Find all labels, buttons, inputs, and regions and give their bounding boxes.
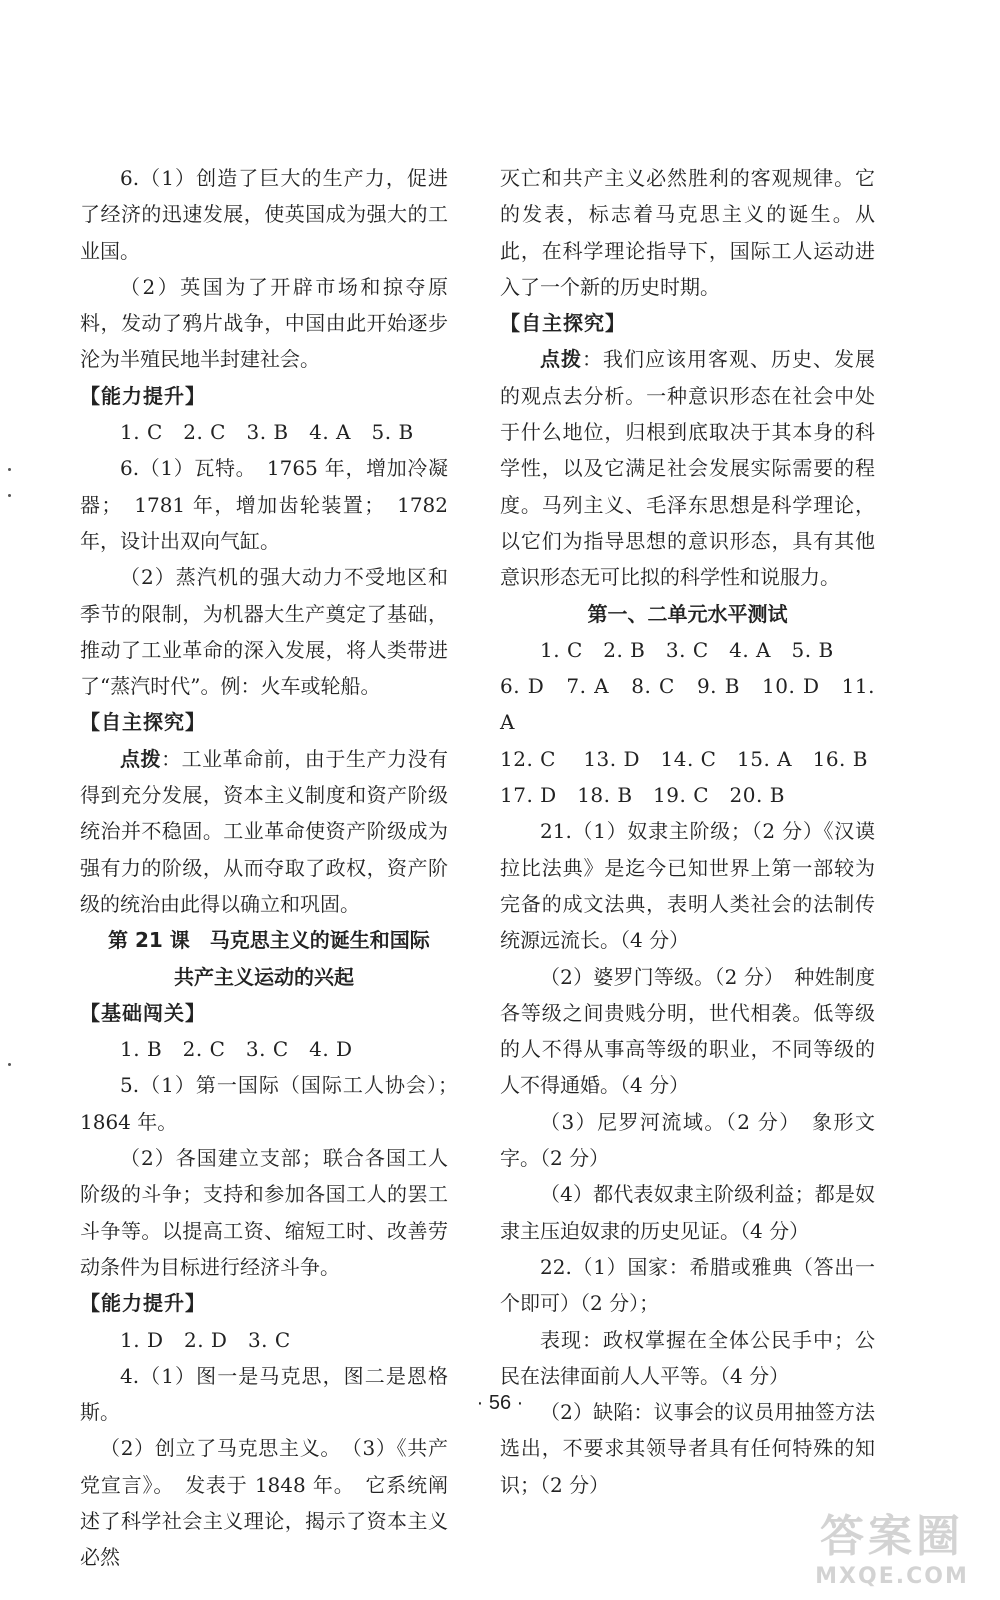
answer-paragraph: 6.（1）创造了巨大的生产力，促进了经济的迅速发展，使英国成为强大的工业国。: [80, 166, 448, 263]
margin-dot: [8, 494, 11, 497]
tip-label: 点拨: [120, 746, 162, 771]
tip-text: ：我们应该用客观、历史、发展的观点去分析。一种意识形态在社会中处于什么地位，归根到底取决于其本身的科学性，以及它满足社会发展实际需要的程度。马列主义、毛泽东思想是科学理论，以它们为指导思想的意识形态，具有其他意识形态无可比拟的科学性和说服力。: [500, 347, 875, 590]
answer-paragraph: 5.（1）第一国际（国际工人协会）； 1864 年。: [80, 1073, 468, 1134]
section-heading-explore: 【自主探究】: [500, 311, 626, 336]
answer-paragraph: 21.（1）奴隶主阶级；（2 分）《汉谟拉比法典》是迄今已知世界上第一部较为完备的成文法典，表明人类社会的法制传统源远流长。（4 分）: [500, 819, 875, 953]
section-heading-ability: 【能力提升】: [80, 383, 206, 408]
answer-paragraph: （2）蒸汽机的强大动力不受地区和季节的限制，为机器大生产奠定了基础，推动了工业革命的深入发展，将人类带进了“蒸汽时代”。例：火车或轮船。: [80, 565, 448, 699]
answer-paragraph: 表现：政权掌握在全体公民手中；公民在法律面前人人平等。（4 分）: [500, 1327, 875, 1388]
margin-dot: [8, 1063, 11, 1066]
answer-paragraph: （2）婆罗门等级。（2 分） 种姓制度各等级之间贵贱分明，世代相袭。低等级的人不得从事高等级的职业，不同等级的人不得通婚。（4 分）: [500, 964, 875, 1098]
multiple-choice-answers: 1. B 2. C 3. C 4. D: [120, 1037, 353, 1062]
tip-label: 点拨: [540, 347, 582, 372]
answer-paragraph: （2）缺陷：议事会的议员用抽签方法选出，不要求其领导者具有任何特殊的知识；（2 分）: [500, 1400, 875, 1497]
multiple-choice-answers: 12. C 13. D 14. C 15. A 16. B: [500, 746, 868, 771]
answer-paragraph: （2）创立了马克思主义。 （3）《共产党宣言》。 发表于 1848 年。 它系统阐述了科学社会主义理论，揭示了资本主义必然: [80, 1436, 448, 1570]
multiple-choice-answers: 1. D 2. D 3. C: [120, 1327, 291, 1352]
right-column: [500, 160, 875, 1503]
answer-paragraph: （4）都代表奴隶主阶级利益；都是奴隶主压迫奴隶的历史见证。（4 分）: [500, 1182, 875, 1243]
section-heading-basic: 【基础闯关】: [80, 1000, 206, 1025]
tip-text: ：工业革命前，由于生产力没有得到充分发展，资本主义制度和资产阶级统治并不稳固。工业革命使资产阶级成为强有力的阶级，从而夺取了政权，资产阶级的统治由此得以确立和巩固。: [80, 746, 449, 916]
answer-paragraph: 22.（1）国家：希腊或雅典（答出一个即可）（2 分）；: [500, 1254, 875, 1316]
watermark-url: MXQE.COM: [815, 1564, 969, 1589]
left-column: [80, 160, 468, 1576]
lesson-title-line2: 共产主义运动的兴起: [174, 964, 354, 989]
answer-paragraph: （3）尼罗河流域。（2 分） 象形文字。（2 分）: [500, 1109, 875, 1171]
section-heading-ability: 【能力提升】: [80, 1291, 206, 1316]
lesson-title-line1: 第 21 课 马克思主义的诞生和国际: [108, 928, 430, 953]
page-number: · 56 ·: [476, 1392, 524, 1414]
multiple-choice-answers: 1. C 2. C 3. B 4. A 5. B: [120, 420, 414, 445]
answer-paragraph: （2）各国建立支部；联合各国工人阶级的斗争；支持和参加各国工人的罢工斗争等。以提高工资、缩短工时、改善劳动条件为目标进行经济斗争。: [80, 1146, 448, 1279]
watermark-text: 答案圈: [820, 1511, 964, 1562]
answer-paragraph: （2）英国为了开辟市场和掠夺原料，发动了鸦片战争，中国由此开始逐步沦为半殖民地半封建社会。: [80, 274, 448, 372]
multiple-choice-answers: 17. D 18. B 19. C 20. B: [500, 783, 785, 808]
section-heading-explore: 【自主探究】: [80, 710, 206, 735]
tip-paragraph: [500, 341, 875, 595]
answer-paragraph: 6.（1）瓦特。 1765 年，增加冷凝器； 1781 年，增加齿轮装置； 1782 年，设计出双向气缸。: [80, 456, 448, 553]
tip-paragraph: [80, 741, 448, 922]
unit-test-title: 第一、二单元水平测试: [587, 601, 788, 626]
answer-paragraph: 4.（1）图一是马克思，图二是恩格斯。: [80, 1363, 448, 1425]
margin-dot: [8, 468, 11, 471]
answer-paragraph: 灭亡和共产主义必然胜利的客观规律。它的发表，标志着马克思主义的诞生。从此，在科学理论指导下，国际工人运动进入了一个新的历史时期。: [500, 166, 875, 299]
multiple-choice-answers: 1. C 2. B 3. C 4. A 5. B: [540, 637, 834, 662]
watermark-logo: [802, 1500, 982, 1590]
multiple-choice-answers: 6. D 7. A 8. C 9. B 10. D 11. A: [500, 674, 875, 735]
